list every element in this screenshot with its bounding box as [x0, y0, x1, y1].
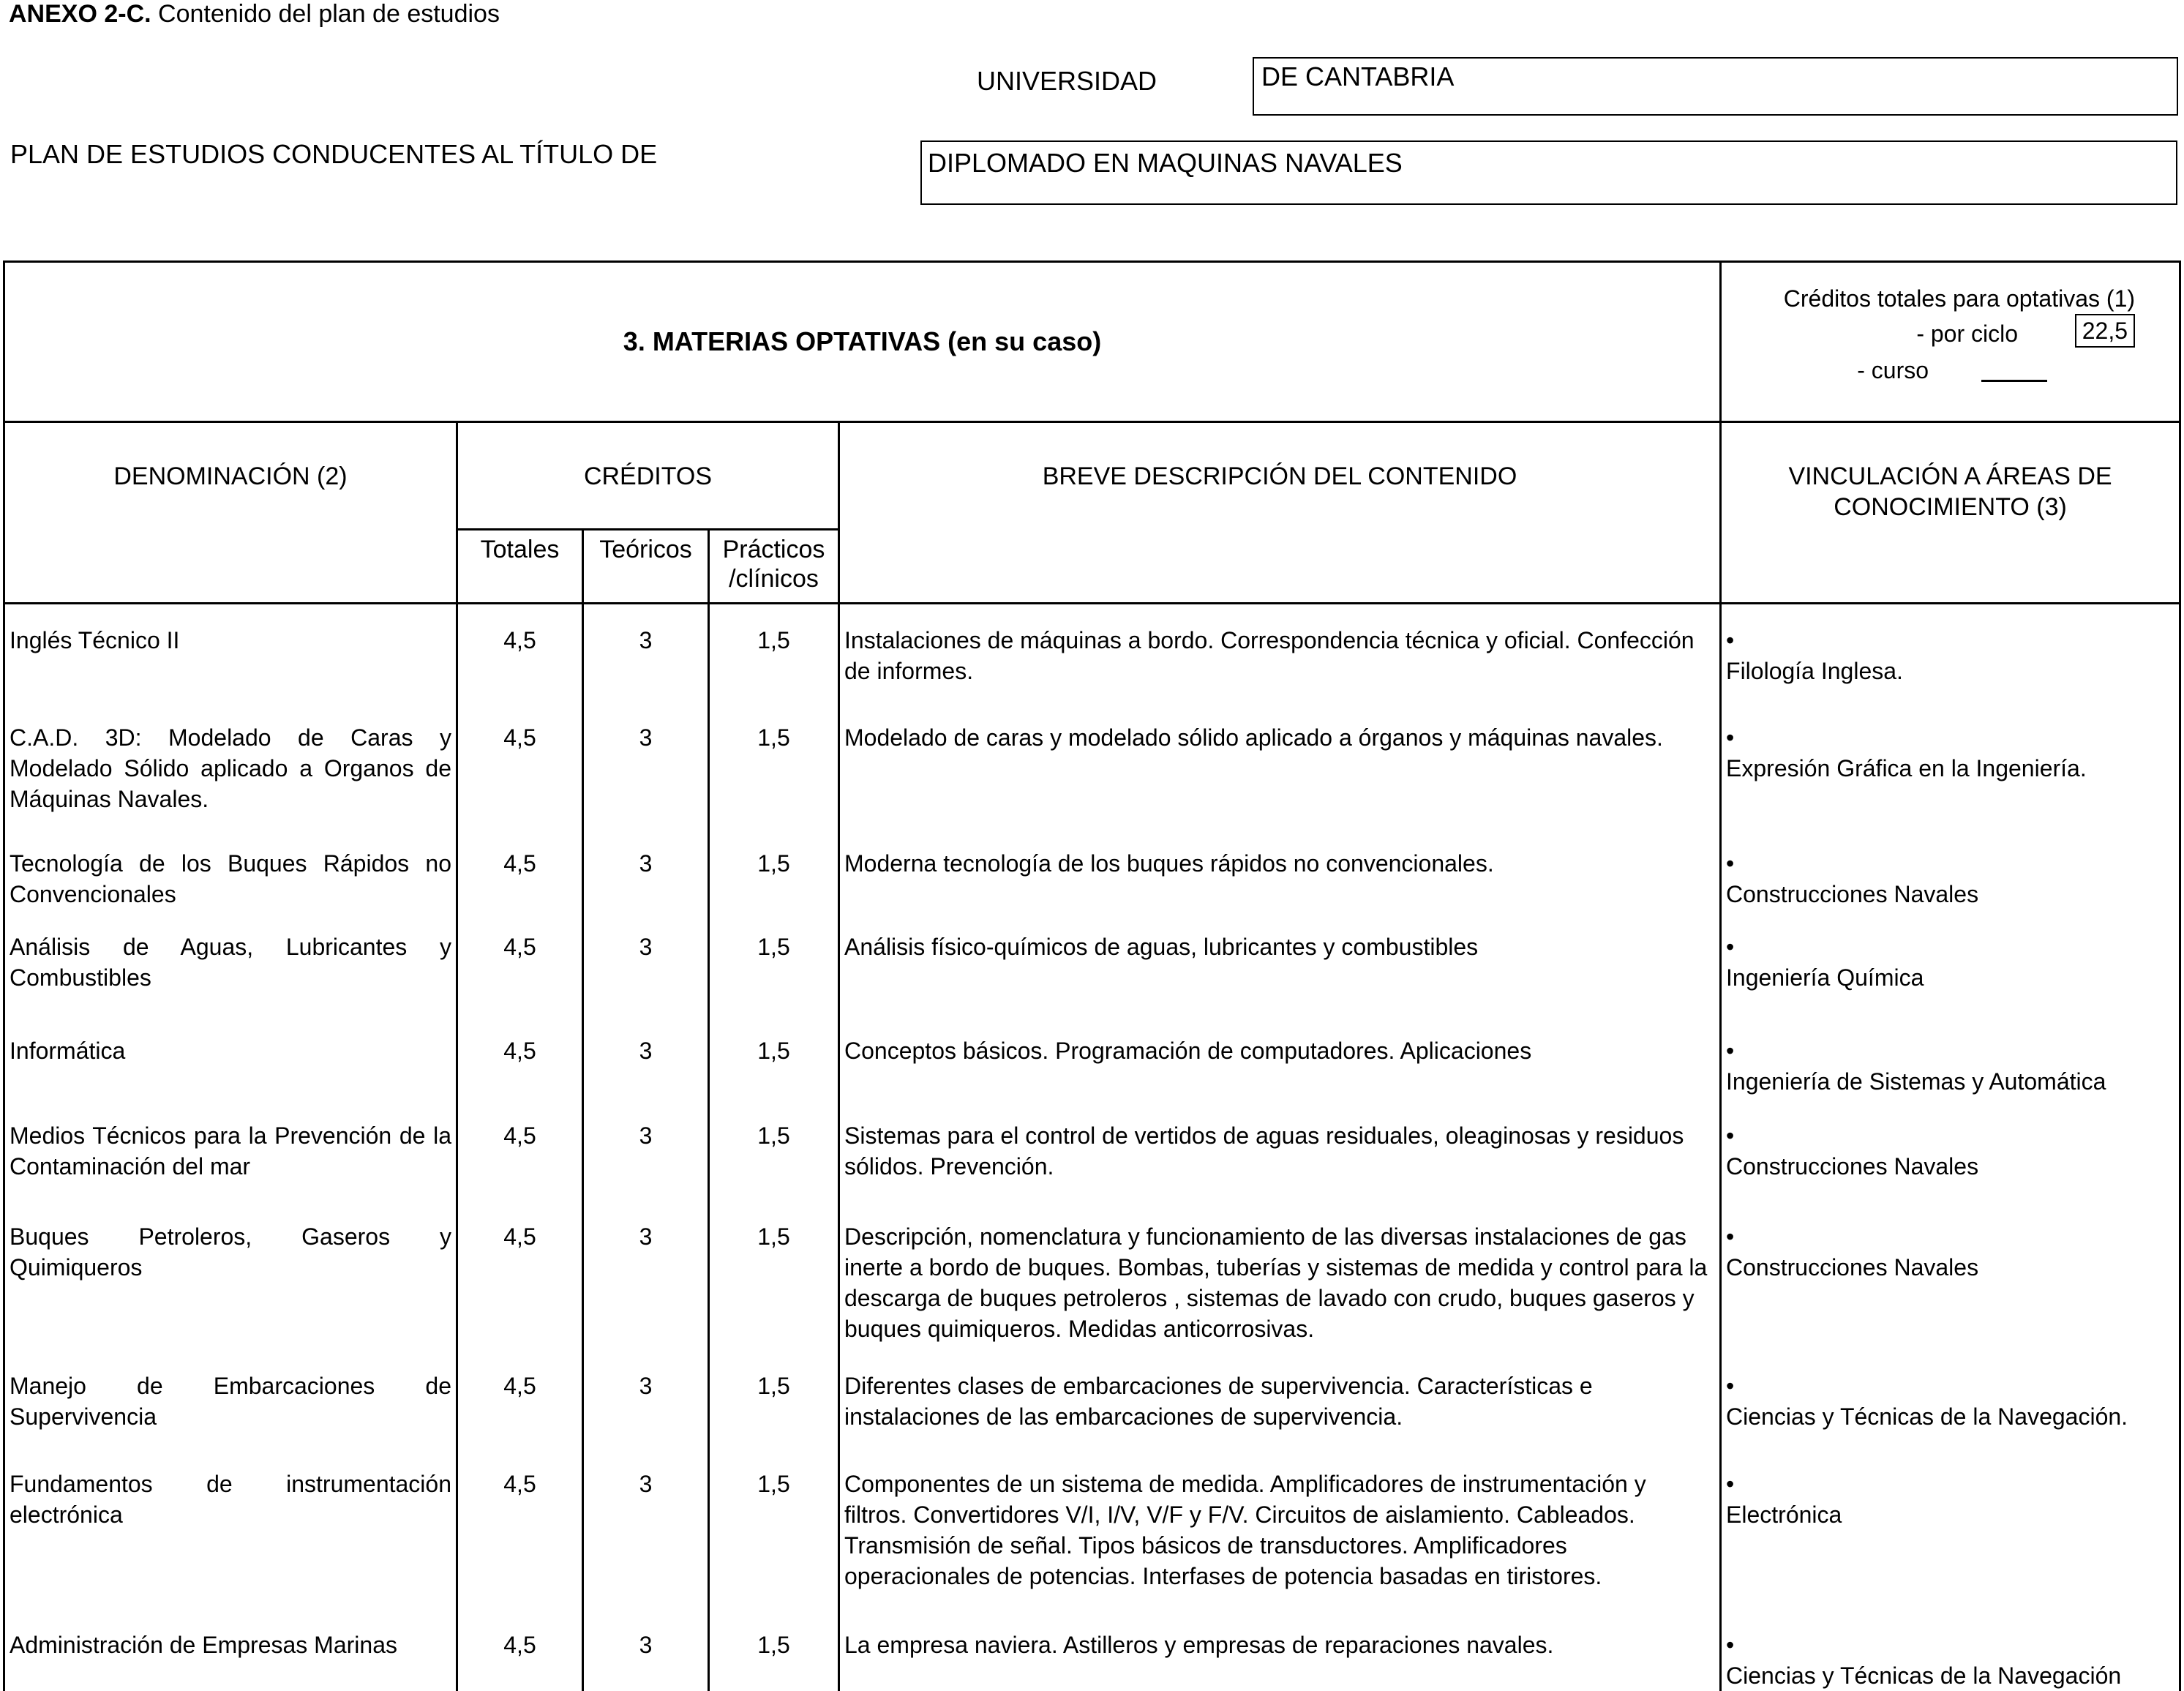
- credits-total: 4,5: [457, 1448, 583, 1609]
- table-row: [4, 1609, 2180, 1691]
- subject-name: Informática: [4, 1015, 457, 1100]
- subject-name: Fundamentos de instrumentación electrónica: [4, 1448, 457, 1609]
- credits-practice: 1,5: [709, 1100, 839, 1201]
- credits-practice: 1,5: [709, 1609, 839, 1691]
- credits-total: 4,5: [457, 1350, 583, 1448]
- credits-total: 4,5: [457, 1609, 583, 1691]
- subject-name: Buques Petroleros, Gaseros y Quimiqueros: [4, 1201, 457, 1350]
- credits-practice: 1,5: [709, 1015, 839, 1100]
- credits-theory: 3: [583, 911, 709, 1015]
- knowledge-area-text: Filología Inglesa.: [1726, 658, 1903, 684]
- bullet-icon: •: [1726, 1470, 1735, 1497]
- subject-description: Componentes de un sistema de medida. Amplificadores de instrumentación y filtros. Convertidores V/I, I/V, V/F y F/V. Circuitos de aislamiento. Cableados. Transmisión de señal. Tipos básicos de transductores. Amplificadores operacionales de potencias. Interfases de potencia basadas en tiristores.: [839, 1448, 1721, 1609]
- credits-theory: 3: [583, 1448, 709, 1609]
- credits-theory: 3: [583, 1015, 709, 1100]
- knowledge-area-text: Construcciones Navales: [1726, 1253, 1979, 1281]
- knowledge-area: [1721, 911, 2180, 1015]
- header-areas: VINCULACIÓN A ÁREAS DE CONOCIMIENTO (3): [1721, 422, 2180, 604]
- credits-total: 4,5: [457, 1015, 583, 1100]
- credits-total: 4,5: [457, 1201, 583, 1350]
- credits-practice: 1,5: [709, 702, 839, 828]
- bullet-icon: •: [1726, 1372, 1735, 1399]
- table-row: [4, 1201, 2180, 1350]
- subject-name: Inglés Técnico II: [4, 604, 457, 702]
- bullet-icon: •: [1726, 724, 1735, 751]
- per-cycle-value: 22,5: [2075, 314, 2135, 348]
- bullet-icon: •: [1726, 627, 1735, 653]
- knowledge-area: [1721, 604, 2180, 702]
- subject-description: Modelado de caras y modelado sólido aplicado a órganos y máquinas navales.: [839, 702, 1721, 828]
- university-box: DE CANTABRIA: [1253, 57, 2178, 116]
- credits-practice: 1,5: [709, 1448, 839, 1609]
- table-row: [4, 1350, 2180, 1448]
- knowledge-area-text: Ingeniería de Sistemas y Automática: [1726, 1068, 2106, 1095]
- table-row: [4, 702, 2180, 828]
- table-row: [4, 1448, 2180, 1609]
- table-row: [4, 604, 2180, 702]
- knowledge-area: [1721, 828, 2180, 911]
- table-row: [4, 911, 2180, 1015]
- header-denomination: DENOMINACIÓN (2): [4, 422, 457, 604]
- knowledge-area: [1721, 1448, 2180, 1609]
- subject-description: Moderna tecnología de los buques rápidos no convencionales.: [839, 828, 1721, 911]
- credits-practice: 1,5: [709, 1201, 839, 1350]
- knowledge-area: [1721, 1100, 2180, 1201]
- credits-theory: 3: [583, 604, 709, 702]
- credits-theory: 3: [583, 1350, 709, 1448]
- knowledge-area: [1721, 1201, 2180, 1350]
- subject-description: La empresa naviera. Astilleros y empresas de reparaciones navales.: [839, 1609, 1721, 1691]
- annex-title: ANEXO 2-C. Contenido del plan de estudios: [9, 0, 500, 28]
- subject-description: Conceptos básicos. Programación de computadores. Aplicaciones: [839, 1015, 1721, 1100]
- subject-description: Sistemas para el control de vertidos de aguas residuales, oleaginosas y residuos sólidos. Prevención.: [839, 1100, 1721, 1201]
- plan-label: PLAN DE ESTUDIOS CONDUCENTES AL TÍTULO DE: [10, 139, 658, 169]
- optional-credits-box: [1721, 262, 2180, 422]
- knowledge-area: [1721, 702, 2180, 828]
- credits-theory: 3: [583, 1201, 709, 1350]
- credits-theory: 3: [583, 828, 709, 911]
- knowledge-area-text: Ingeniería Química: [1726, 964, 1924, 991]
- knowledge-area-text: Construcciones Navales: [1726, 880, 1979, 907]
- per-course-blank: [1981, 380, 2047, 382]
- credits-total: 4,5: [457, 604, 583, 702]
- credits-practice: 1,5: [709, 604, 839, 702]
- subject-name: C.A.D. 3D: Modelado de Caras y Modelado Sólido aplicado a Organos de Máquinas Navales.: [4, 702, 457, 828]
- subject-name: Tecnología de los Buques Rápidos no Convencionales: [4, 828, 457, 911]
- subject-name: Manejo de Embarcaciones de Supervivencia: [4, 1350, 457, 1448]
- subject-name: Medios Técnicos para la Prevención de la Contaminación del mar: [4, 1100, 457, 1201]
- credits-practice: 1,5: [709, 828, 839, 911]
- knowledge-area: [1721, 1350, 2180, 1448]
- subject-name: Administración de Empresas Marinas: [4, 1609, 457, 1691]
- table-row: [4, 828, 2180, 911]
- knowledge-area: [1721, 1609, 2180, 1691]
- header-totals: Totales: [457, 530, 583, 604]
- bullet-icon: •: [1726, 1631, 1735, 1658]
- header-description: BREVE DESCRIPCIÓN DEL CONTENIDO: [839, 422, 1721, 604]
- per-cycle-label: - por ciclo: [1916, 320, 2019, 347]
- subject-name: Análisis de Aguas, Lubricantes y Combustibles: [4, 911, 457, 1015]
- credits-total-label: Créditos totales para optativas (1): [1783, 285, 2136, 312]
- bullet-icon: •: [1726, 1122, 1735, 1149]
- knowledge-area-text: Ciencias y Técnicas de la Navegación.: [1726, 1403, 2128, 1430]
- bullet-icon: •: [1726, 1223, 1735, 1250]
- header-credits: CRÉDITOS: [457, 422, 839, 530]
- bullet-icon: •: [1726, 850, 1735, 877]
- subject-description: Análisis físico-químicos de aguas, lubricantes y combustibles: [839, 911, 1721, 1015]
- optional-subjects-table: [3, 260, 2181, 1691]
- credits-theory: 3: [583, 1609, 709, 1691]
- header-theory: Teóricos: [583, 530, 709, 604]
- credits-practice: 1,5: [709, 1350, 839, 1448]
- knowledge-area-text: Construcciones Navales: [1726, 1152, 1979, 1180]
- credits-practice: 1,5: [709, 911, 839, 1015]
- credits-total: 4,5: [457, 911, 583, 1015]
- per-course-label: - curso: [1857, 357, 1929, 383]
- subject-description: Descripción, nomenclatura y funcionamiento de las diversas instalaciones de gas inerte a bordo de buques. Bombas, tuberías y sistemas de medida y control para la descarga de buques petroleros , sistemas de lavado con crudo, buques gaseros y buques quimiqueros. Medidas anticorrosivas.: [839, 1201, 1721, 1350]
- credits-theory: 3: [583, 1100, 709, 1201]
- plan-title-box: DIPLOMADO EN MAQUINAS NAVALES: [920, 140, 2177, 205]
- section-title: 3. MATERIAS OPTATIVAS (en su caso): [4, 262, 1721, 422]
- credits-total: 4,5: [457, 828, 583, 911]
- credits-total: 4,5: [457, 1100, 583, 1201]
- subject-description: Diferentes clases de embarcaciones de supervivencia. Características e instalaciones de las embarcaciones de supervivencia.: [839, 1350, 1721, 1448]
- bullet-icon: •: [1726, 933, 1735, 960]
- table-row: [4, 1015, 2180, 1100]
- bullet-icon: •: [1726, 1037, 1735, 1064]
- credits-theory: 3: [583, 702, 709, 828]
- university-label: UNIVERSIDAD: [977, 66, 1157, 96]
- subject-description: Instalaciones de máquinas a bordo. Correspondencia técnica y oficial. Confección de informes.: [839, 604, 1721, 702]
- knowledge-area-text: Expresión Gráfica en la Ingeniería.: [1726, 754, 2087, 781]
- table-row: [4, 1100, 2180, 1201]
- knowledge-area: [1721, 1015, 2180, 1100]
- knowledge-area-text: Electrónica: [1726, 1501, 1842, 1528]
- credits-total: 4,5: [457, 702, 583, 828]
- knowledge-area-text: Ciencias y Técnicas de la Navegación: [1726, 1662, 2122, 1689]
- header-practice: Prácticos /clínicos: [709, 530, 839, 604]
